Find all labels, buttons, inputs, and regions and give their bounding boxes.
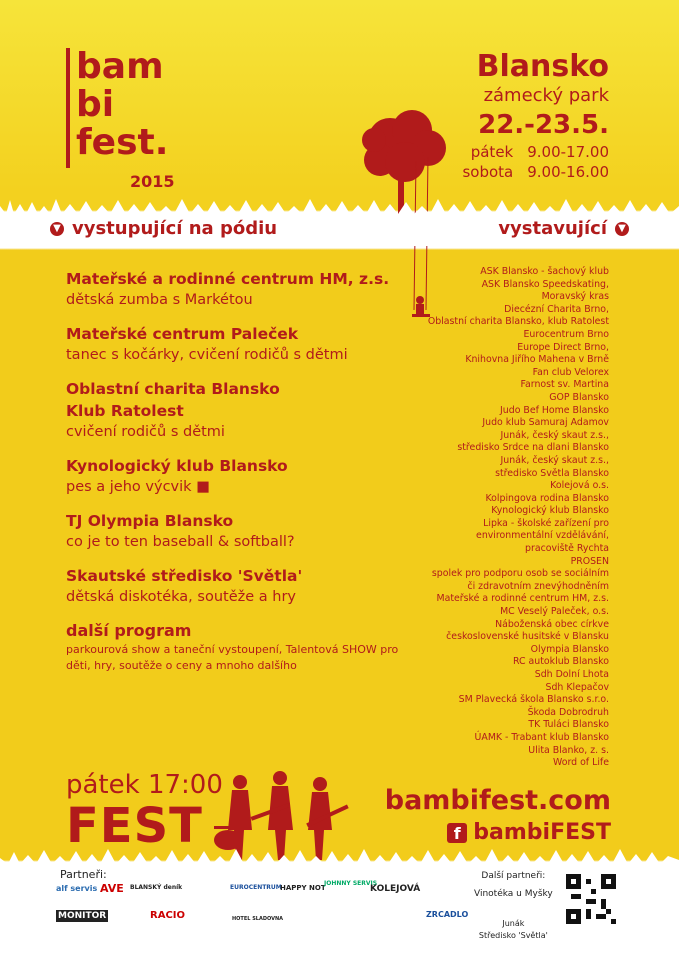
partner-logo-hotel-sladovna: HOTEL SLADOVNA [232,916,284,922]
exhibitor-item: ASK Blansko Speedskating, [481,278,609,290]
logo-line-3: fest. [76,122,169,163]
exhibitor-item: středisko Srdce na dlani Blansko [457,442,609,454]
program-desc: dětská diskotéka, soutěže a hry [66,589,296,605]
exhibitor-item: Fan club Velorex [532,366,609,378]
program-org: Mateřské a rodinné centrum HM, z.s. [66,270,390,288]
exhibitor-item: Lipka - školské zařízení pro [483,517,609,529]
logo-line-1: bam [76,46,164,87]
event-dates: 22.-23.5. [478,110,609,140]
event-venue: zámecký park [483,85,609,106]
program-desc: dětská zumba s Markétou [66,292,253,308]
exhibitor-item: RC autoklub Blansko [512,656,609,668]
exhibitor-item: ÚAMK - Trabant klub Blansko [474,731,609,743]
exhibitor-item: Sdh Klepačov [545,681,609,693]
program-desc: tanec s kočárky, cvičení rodičů s dětmi [66,347,348,363]
partner-logo-monitor: MONITOR [58,911,107,921]
exhibitors-header: vystavující ▼ [498,218,637,239]
other-partner-junak: Junák [502,919,525,928]
exhibitor-item: Word of Life [553,757,609,769]
exhibitor-item: československé husitské v Blansku [446,631,609,643]
exhibitor-item: SM Plavecká škola Blansko s.r.o. [458,694,609,706]
other-partners-title: Další partneři: [481,871,546,881]
partner-logo-happynot: HAPPY NOT [280,884,326,892]
exhibitor-item: PROSEN [570,555,609,567]
schedule-time: 9.00-16.00 [527,163,609,181]
exhibitor-item: Kynologický klub Blansko [491,505,609,517]
section-header-band [0,214,679,246]
partner-logo-blansky-denik: BLANSKÝ deník [130,884,183,891]
website-link[interactable]: bambifest.com [384,785,611,816]
schedule-row [389,162,609,182]
other-partner-svetla: Středisko 'Světla' [478,931,548,940]
logo-bar [66,48,70,168]
more-title: další program [66,621,192,640]
exhibitor-item: Junák, český skaut z.s., [500,454,609,466]
exhibitor-item: Kolpingova rodina Blansko [485,492,609,504]
program-desc: pes a jeho výcvik ■ [66,479,210,495]
fest-block [66,770,223,852]
partner-logo-kolejova: KOLEJOVÁ [370,884,421,894]
exhibitor-item: pracoviště Rychta [525,543,609,555]
program-org: Kynologický klub Blansko [66,457,288,475]
qr-code[interactable] [566,874,616,924]
schedule-day: sobota [462,163,514,181]
exhibitor-item: Ulita Blanko, z. s. [528,744,609,756]
program-org: TJ Olympia Blansko [66,512,234,530]
exhibitor-item: ASK Blansko - šachový klub [480,266,609,277]
event-city: Blansko [476,49,609,84]
exhibitor-item: spolek pro podporu osob se sociálním [431,568,609,580]
exhibitor-item: Náboženská obec církve [495,618,609,630]
exhibitor-item: Kolejová o.s. [550,480,609,492]
dog-icon: ■ [196,479,210,495]
stage-header: ▼ vystupující na pódiu [42,218,277,239]
fest-time: pátek 17:00 [66,770,223,800]
exhibitor-item: Diecézní Charita Brno, [504,303,609,315]
program-org: Oblastní charita Blansko [66,380,280,398]
schedule-row [389,142,609,162]
exhibitor-item: či zdravotním znevýhodněním [467,580,609,592]
grass-divider-bottom [0,846,679,868]
exhibitor-item: Eurocentrum Brno [523,328,609,340]
exhibitor-item: TK Tuláci Blansko [528,719,609,731]
arrow-down-icon: ▼ [615,222,629,236]
partner-logo-eurocentrum: EUROCENTRUM [230,884,282,891]
partner-logo-zrcadlo: ZRCADLO [426,910,469,919]
facebook-icon: f [447,823,467,843]
event-info [389,50,609,182]
exhibitor-item: Junák, český skaut z.s., [500,429,609,441]
exhibitor-item: Moravský kras [541,291,609,303]
exhibitor-item: Europe Direct Brno, [517,341,609,353]
partners-section [0,868,679,960]
exhibitor-item: Farnost sv. Martina [520,379,609,391]
partners-title: Partneři: [60,868,107,881]
program-org: Mateřské centrum Paleček [66,325,299,343]
exhibitor-item: Oblastní charita Blansko, klub Ratolest [427,316,609,328]
logo-year: 2015 [130,172,175,191]
web-block [385,784,611,848]
partner-logo-johnny-servis: JOHNNY SERVIS [324,880,378,887]
exhibitor-item: environmentální vzdělávání, [476,530,609,542]
exhibitor-item: Sdh Dolní Lhota [534,669,609,680]
other-partners [474,870,553,942]
other-partner-vinoteka: Vinotéka u Myšky [474,889,553,899]
program-desc: co je to ten baseball & softball? [66,534,295,550]
exhibitor-item: Škoda Dobrodruh [527,706,609,718]
fest-label: FEST [66,798,203,854]
exhibitor-item: Judo klub Samuraj Adamov [482,417,609,429]
logo-line-2: bi [76,84,115,125]
program-org-2: Klub Ratolest [66,402,184,420]
exhibitor-item: Mateřské a rodinné centrum HM, z.s. [436,593,609,605]
exhibitors-list [359,266,609,770]
exhibitor-item: MC Veselý Paleček, o.s. [500,606,609,618]
exhibitor-item: Knihovna Jiřího Mahena v Brně [465,354,609,366]
bambifest-logo [66,44,186,194]
partner-logo-alf: alf servis [56,884,98,893]
facebook-link[interactable]: f bambiFEST [385,818,611,848]
exhibitor-item: středisko Světla Blansko [495,467,609,479]
arrow-down-icon: ▼ [50,222,64,236]
exhibitor-item: GOP Blansko [549,391,609,403]
more-desc: parkourová show a taneční vystoupení, Talentová SHOW pro děti, hry, soutěže o ceny a mnoho dalšího [66,643,399,672]
program-desc: cvičení rodičů s dětmi [66,424,225,440]
program-org: Skautské středisko 'Světla' [66,567,303,585]
exhibitor-item: Judo Bef Home Blansko [500,404,609,416]
partner-logo-racio: RACIO [150,910,185,921]
schedule-time: 9.00-17.00 [527,143,609,161]
schedule-day: pátek [470,143,514,161]
exhibitor-item: Olympia Blansko [530,643,609,655]
partner-logo-ave: AVE [100,882,124,895]
